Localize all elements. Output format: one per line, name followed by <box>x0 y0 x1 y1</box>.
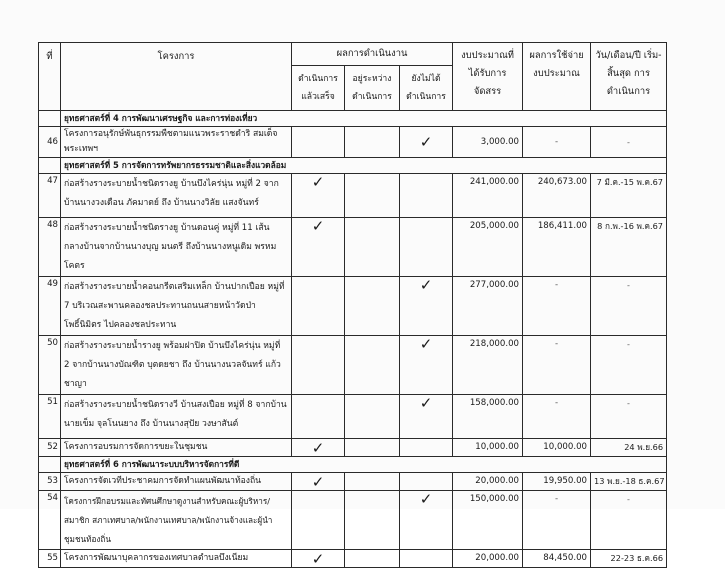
table-row <box>39 336 667 395</box>
table-row <box>39 439 667 457</box>
spent-cell: - <box>523 277 591 336</box>
spent-cell: 84,450.00 <box>523 550 591 568</box>
section-title: ยุทธศาสตร์ที่ 4 การพัฒนาเศรษฐกิจ และการท่องเที่ยว <box>61 111 667 127</box>
budget-cell: 205,000.00 <box>453 218 523 277</box>
period-cell: 22-23 ธ.ค.66 <box>591 550 667 568</box>
spent-cell: - <box>523 127 591 158</box>
period-cell: 13 พ.ย.-18 ธ.ค.67 <box>591 473 667 491</box>
not-started-cell <box>400 439 453 457</box>
row-number: 54 <box>39 491 61 550</box>
budget-cell: 218,000.00 <box>453 336 523 395</box>
header-done-text: ดำเนินการ แล้วเสร็จ <box>298 74 338 102</box>
not-started-cell: ✓ <box>400 491 453 550</box>
table-row <box>39 277 667 336</box>
header-spent <box>523 43 591 111</box>
section-row <box>39 158 667 174</box>
project-name: โครงการจัดเวทีประชาคมการจัดทำแผนพัฒนาท้องถิ่น <box>61 473 292 491</box>
header-project: โครงการ <box>61 43 292 111</box>
table-row <box>39 473 667 491</box>
done-cell: ✓ <box>292 439 345 457</box>
project-name: ก่อสร้างรางระบายน้ำชนิดรางยู บ้านบึงไคร่นุ่น หมู่ที่ 2 จากบ้านนางวงเดือน ภัคมาตย์ ถึง บ้านนางวิลัย แสงจันทร์ <box>61 174 292 218</box>
done-cell <box>292 336 345 395</box>
spent-cell: - <box>523 491 591 550</box>
budget-cell: 20,000.00 <box>453 550 523 568</box>
header-spent-text: ผลการใช้จ่าย งบประมาณ <box>529 50 584 79</box>
header-result-group: ผลการดำเนินงาน <box>292 43 453 66</box>
header-budget-allocated-text: งบประมาณที่ ได้รับการจัดสรร <box>461 50 514 97</box>
done-cell <box>292 491 345 550</box>
done-cell: ✓ <box>292 473 345 491</box>
table-row <box>39 127 667 158</box>
done-cell <box>292 277 345 336</box>
spent-cell: - <box>523 336 591 395</box>
budget-cell: 150,000.00 <box>453 491 523 550</box>
table-row <box>39 550 667 568</box>
not-started-cell: ✓ <box>400 395 453 439</box>
table-row <box>39 218 667 277</box>
header-in-progress-text: อยู่ระหว่าง ดำเนินการ <box>352 74 392 102</box>
row-number: 52 <box>39 439 61 457</box>
not-started-cell <box>400 473 453 491</box>
table-row <box>39 395 667 439</box>
project-name: โครงการอนุรักษ์พันธุกรรมพืชตามแนวพระราชดำริ สมเด็จพระเทพฯ <box>61 127 292 158</box>
done-cell <box>292 395 345 439</box>
done-cell: ✓ <box>292 218 345 277</box>
in-progress-cell <box>345 439 400 457</box>
period-cell: 8 ก.พ.-16 พ.ค.67 <box>591 218 667 277</box>
period-cell: 7 มี.ค.-15 พ.ค.67 <box>591 174 667 218</box>
budget-cell: 20,000.00 <box>453 473 523 491</box>
row-number: 48 <box>39 218 61 277</box>
done-cell: ✓ <box>292 174 345 218</box>
not-started-cell <box>400 174 453 218</box>
budget-cell: 277,000.00 <box>453 277 523 336</box>
section-row <box>39 111 667 127</box>
spent-cell: 186,411.00 <box>523 218 591 277</box>
header-budget-allocated <box>453 43 523 111</box>
done-cell <box>292 127 345 158</box>
budget-cell: 3,000.00 <box>453 127 523 158</box>
table-row <box>39 491 667 550</box>
in-progress-cell <box>345 395 400 439</box>
section-title: ยุทธศาสตร์ที่ 6 การพัฒนาระบบบริหารจัดการที่ดี <box>61 457 667 473</box>
budget-cell: 241,000.00 <box>453 174 523 218</box>
row-number: 50 <box>39 336 61 395</box>
section-no-cell <box>39 111 61 127</box>
period-cell: - <box>591 395 667 439</box>
in-progress-cell <box>345 218 400 277</box>
header-not-started <box>400 66 453 111</box>
in-progress-cell <box>345 550 400 568</box>
budget-cell: 158,000.00 <box>453 395 523 439</box>
in-progress-cell <box>345 491 400 550</box>
not-started-cell <box>400 218 453 277</box>
done-cell: ✓ <box>292 550 345 568</box>
period-cell: - <box>591 336 667 395</box>
period-cell: 24 พ.ย.66 <box>591 439 667 457</box>
row-number: 47 <box>39 174 61 218</box>
spent-cell: - <box>523 395 591 439</box>
table-row <box>39 174 667 218</box>
project-name: โครงการฝึกอบรมและทัศนศึกษาดูงานสำหรับคณะผู้บริหาร/สมาชิก สภาเทศบาล/พนักงานเทศบาล/พนักงานจ้างและผู้นำชุมชนท้องถิ่น <box>61 491 292 550</box>
table-header <box>39 43 667 111</box>
project-report-table <box>38 42 667 568</box>
header-in-progress <box>345 66 400 111</box>
project-name: ก่อสร้างรางระบายน้ำรางยู พร้อมฝาปิด บ้านบึงไคร่นุ่น หมู่ที่ 2 จากบ้านนางบัณฑิต บุตดยชา ถึง บ้านนางนวลจันทร์ แก้วชาญา <box>61 336 292 395</box>
in-progress-cell <box>345 174 400 218</box>
header-done <box>292 66 345 111</box>
section-no-cell <box>39 158 61 174</box>
row-number: 55 <box>39 550 61 568</box>
period-cell: - <box>591 127 667 158</box>
spent-cell: 10,000.00 <box>523 439 591 457</box>
spent-cell: 240,673.00 <box>523 174 591 218</box>
not-started-cell: ✓ <box>400 277 453 336</box>
project-name: โครงการพัฒนาบุคลากรของเทศบาลตำบลบึงเนียม <box>61 550 292 568</box>
in-progress-cell <box>345 127 400 158</box>
row-number: 46 <box>39 127 61 158</box>
budget-cell: 10,000.00 <box>453 439 523 457</box>
in-progress-cell <box>345 277 400 336</box>
header-not-started-text: ยังไม่ได้ ดำเนินการ <box>406 74 446 102</box>
section-no-cell <box>39 457 61 473</box>
in-progress-cell <box>345 336 400 395</box>
period-cell: - <box>591 277 667 336</box>
report-table-container <box>38 42 666 568</box>
in-progress-cell <box>345 473 400 491</box>
header-period <box>591 43 667 111</box>
project-name: โครงการอบรมการจัดการขยะในชุมชน <box>61 439 292 457</box>
period-cell: - <box>591 491 667 550</box>
not-started-cell: ✓ <box>400 336 453 395</box>
header-no: ที่ <box>39 43 61 111</box>
spent-cell: 19,950.00 <box>523 473 591 491</box>
row-number: 53 <box>39 473 61 491</box>
not-started-cell: ✓ <box>400 127 453 158</box>
header-period-text: วัน/เดือน/ปี เริ่ม-สิ้นสุด การดำเนินการ <box>595 50 662 97</box>
table-body <box>39 111 667 568</box>
section-row <box>39 457 667 473</box>
project-name: ก่อสร้างรางระบายน้ำชนิดรางยู บ้านดอนคู่ หมู่ที่ 11 เส้นกลางบ้านจากบ้านนางบุญ มนตรี ถึงบ้านนางหนูเดิม พรหมโคตร <box>61 218 292 277</box>
project-name: ก่อสร้างรางระบายน้ำคอนกรีตเสริมเหล็ก บ้านปากเปือย หมู่ที่ 7 บริเวณสะพานคลองชลประทานถนนสายหน้าวัดป่าโพธิ์นิมิตร ไปคลองชลประทาน <box>61 277 292 336</box>
row-number: 49 <box>39 277 61 336</box>
section-title: ยุทธศาสตร์ที่ 5 การจัดการทรัพยากรธรรมชาติและสิ่งแวดล้อม <box>61 158 667 174</box>
not-started-cell <box>400 550 453 568</box>
row-number: 51 <box>39 395 61 439</box>
project-name: ก่อสร้างรางระบายน้ำชนิดรางวี บ้านสงเปือย หมู่ที่ 8 จากบ้านนายเข็ม จุลโนนยาง ถึง บ้านนางสุปัย วงษาสันต์ <box>61 395 292 439</box>
